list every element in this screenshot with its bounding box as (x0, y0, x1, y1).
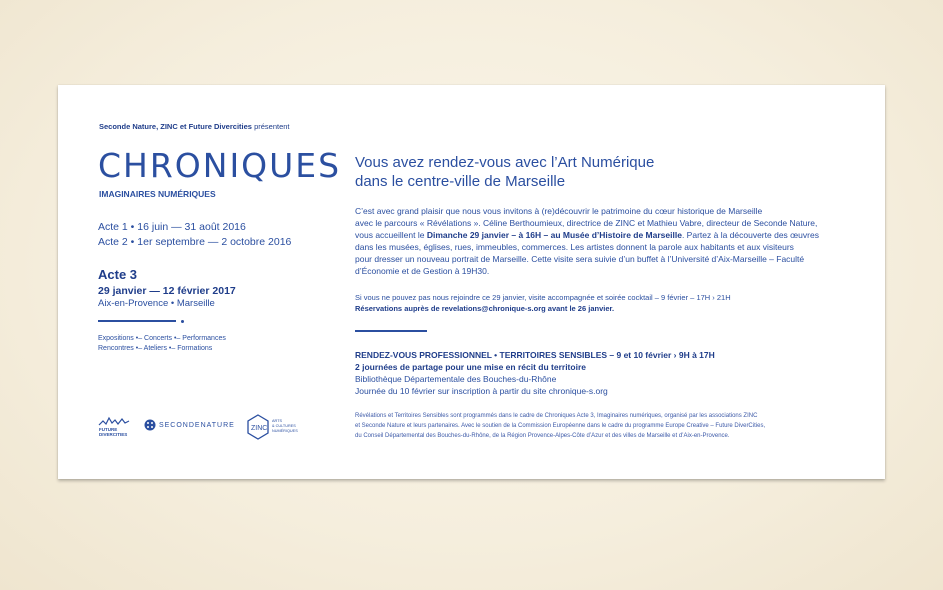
invitation-card (58, 85, 885, 479)
zinc-tag-2: & CULTURES (272, 424, 296, 428)
credits-footer (355, 411, 765, 441)
zinc-tag-1: ARTS (272, 419, 283, 423)
chroniques-logo-title: CHRONIQUES (98, 146, 342, 185)
pro-title-text: RENDEZ-VOUS PROFESSIONNEL • TERRITOIRES SENSIBLES – 9 et 10 février › 9H à 17H (355, 350, 715, 360)
acte3-place: Aix-en-Provence • Marseille (98, 298, 215, 309)
body-line-3-end: . Partez à la découverte des œuvres (681, 230, 819, 240)
seconde-nature-icon (144, 419, 156, 431)
pro-subtitle (355, 361, 715, 373)
acte2-line: Acte 2 • 1er septembre — 2 octobre 2016 (98, 236, 292, 248)
zinc-tag-3: NUMÉRIQUES (272, 429, 298, 433)
activities-list (98, 334, 226, 354)
body-line-6: d’Économie et de Gestion à 19H30. (355, 266, 490, 276)
footer-line-1: Révélations et Territoires Sensibles sont programmés dans le cadre de Chroniques Acte 3, Imaginaires numériques, organisé par les associations ZINC (355, 413, 758, 419)
seconde-nature-logo (144, 419, 235, 431)
pro-venue: Bibliothèque Départementale des Bouches-du-Rhône (355, 374, 557, 384)
fd-logo-text-1: FUTURE (99, 427, 118, 432)
activities-line-2: Rencontres •– Ateliers •– Formations (98, 345, 213, 352)
heading-line-2: dans le centre-ville de Marseille (355, 173, 566, 190)
presenters-names: Seconde Nature, ZINC et Future Divercities (99, 122, 252, 131)
seconde-nature-wordmark: SECONDENATURE (158, 421, 235, 429)
acte1-line: Acte 1 • 16 juin — 31 août 2016 (98, 221, 246, 233)
presenters-line (99, 122, 290, 131)
footer-line-3: du Conseil Départemental des Bouches-du-Rhône, de la Région Provence-Alpes-Côte d’Azur et des villes de Marseille et d’Aix-en-Provence. (355, 433, 730, 439)
body-line-2: avec le parcours « Révélations ». Céline Berthoumieux, directrice de ZINC et Mathieu Vabre, directeur de Seconde Nature, (355, 218, 818, 228)
reservation-line (355, 303, 731, 314)
pro-title (355, 349, 715, 361)
activities-line-1: Expositions •– Concerts •– Performances (98, 335, 226, 342)
body-line-4: dans les musées, églises, rues, immeubles, commerces. Les artistes donnent la parole aux habitants et aux visiteurs (355, 242, 794, 252)
note-line-1: Si vous ne pouvez pas nous rejoindre ce 29 janvier, visite accompagnée et soirée cocktail – 9 février – 17H › 21H (355, 293, 731, 302)
body-line-3-start: vous accueillent le (355, 230, 427, 240)
divider-dot (181, 320, 184, 323)
body-line-5: pour dresser un nouveau portrait de Marseille. Cette visite sera suivie d’un buffet à l’Université d’Aix-Marseille – Faculté (355, 254, 805, 264)
acts-list (98, 220, 291, 250)
zinc-logo (246, 414, 302, 447)
chroniques-logo-subtitle: IMAGINAIRES NUMÉRIQUES (99, 189, 216, 199)
heading-line-1: Vous avez rendez-vous avec l’Art Numérique (355, 154, 655, 171)
alternative-date-note (355, 292, 731, 314)
acte3-title: Acte 3 (98, 267, 138, 282)
left-divider (98, 320, 176, 322)
acte3-dates: 29 janvier — 12 février 2017 (98, 285, 236, 297)
professional-meeting (355, 349, 715, 397)
pro-subtitle-text: 2 journées de partage pour une mise en récit du territoire (355, 362, 586, 372)
presenters-verb: présentent (254, 122, 290, 131)
right-divider (355, 330, 427, 332)
event-date-highlight: Dimanche 29 janvier – à 16H – au Musée d’Histoire de Marseille (426, 230, 682, 240)
zinc-text: ZINC (251, 425, 268, 432)
body-line-1: C’est avec grand plaisir que nous vous invitons à (re)découvrir le patrimoine du cœur historique de Marseille (355, 206, 763, 216)
body-line-3 (355, 229, 855, 241)
reservation-text: Réservations auprès de revelations@chronique-s.org avant le 26 janvier. (355, 304, 615, 313)
invitation-body (355, 205, 855, 277)
zinc-icon (246, 414, 302, 442)
main-heading (355, 153, 654, 191)
footer-line-2: et Seconde Nature et leurs partenaires. Avec le soutien de la Commission Européenne dans le cadre du programme Europe Creative – Future DiverCities, (355, 423, 766, 429)
future-divercities-icon (98, 415, 132, 439)
fd-logo-text-2: DIVERCITIES (99, 432, 128, 437)
future-divercities-logo (98, 415, 132, 444)
pro-registration: Journée du 10 février sur inscription à partir du site chronique-s.org (355, 386, 608, 396)
